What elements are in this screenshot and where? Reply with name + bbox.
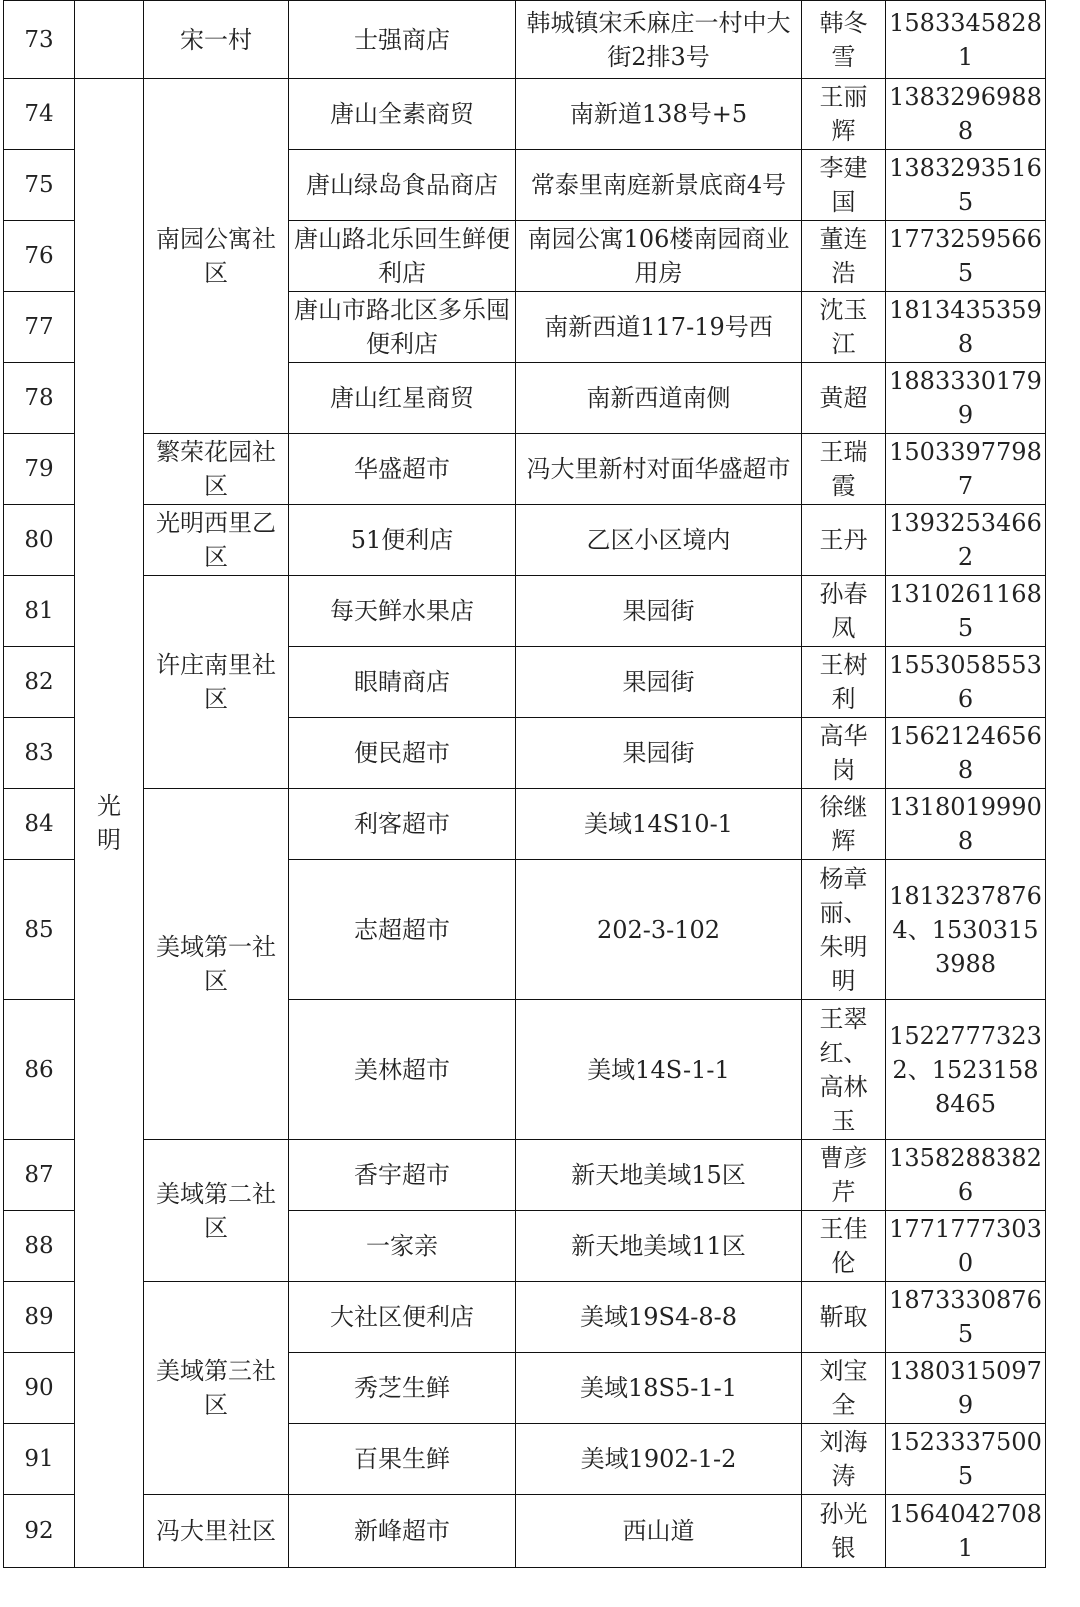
- row-number: 80: [4, 505, 75, 576]
- store-name: 唐山绿岛食品商店: [289, 150, 516, 221]
- store-address: 美域14S10-1: [516, 789, 802, 860]
- contact-person: 李建国: [802, 150, 886, 221]
- store-name: 大社区便利店: [289, 1282, 516, 1353]
- row-number: 74: [4, 79, 75, 150]
- store-address: 果园街: [516, 718, 802, 789]
- row-number: 77: [4, 292, 75, 363]
- store-name: 华盛超市: [289, 434, 516, 505]
- phone-number: 15233375005: [886, 1424, 1046, 1495]
- store-name: 志超超市: [289, 860, 516, 1000]
- store-name: 美林超市: [289, 1000, 516, 1140]
- phone-number: 13102611685: [886, 576, 1046, 647]
- contact-person: 刘海涛: [802, 1424, 886, 1495]
- store-address: 新天地美域15区: [516, 1140, 802, 1211]
- store-address: 美域19S4-8-8: [516, 1282, 802, 1353]
- contact-person: 曹彦芹: [802, 1140, 886, 1211]
- store-name: 一家亲: [289, 1211, 516, 1282]
- store-table: [3, 0, 1046, 1568]
- store-address: 南园公寓106楼南园商业用房: [516, 221, 802, 292]
- phone-number: 13803150979: [886, 1353, 1046, 1424]
- phone-number: 13582883826: [886, 1140, 1046, 1211]
- store-address: 美域1902-1-2: [516, 1424, 802, 1495]
- store-address: 202-3-102: [516, 860, 802, 1000]
- contact-person: 靳取: [802, 1282, 886, 1353]
- phone-number: 13932534662: [886, 505, 1046, 576]
- store-name: 眼睛商店: [289, 647, 516, 718]
- store-name: 秀芝生鲜: [289, 1353, 516, 1424]
- contact-person: 杨章丽、朱明明: [802, 860, 886, 1000]
- district-name: 光明: [97, 792, 121, 854]
- row-number: 85: [4, 860, 75, 1000]
- store-address: 常泰里南庭新景底商4号: [516, 150, 802, 221]
- row-number: 84: [4, 789, 75, 860]
- phone-number: 15640427081: [886, 1495, 1046, 1568]
- store-name: 唐山市路北区多乐囤便利店: [289, 292, 516, 363]
- store-address: 果园街: [516, 647, 802, 718]
- community-cell: 冯大里社区: [144, 1495, 289, 1568]
- table-row: [4, 789, 1046, 860]
- store-name: 香宇超市: [289, 1140, 516, 1211]
- table-row: [4, 434, 1046, 505]
- community-cell: 许庄南里社区: [144, 576, 289, 789]
- store-address: 南新道138号+5: [516, 79, 802, 150]
- store-name: 51便利店: [289, 505, 516, 576]
- phone-number: 18833301799: [886, 363, 1046, 434]
- store-address: 冯大里新村对面华盛超市: [516, 434, 802, 505]
- phone-number: 18733308765: [886, 1282, 1046, 1353]
- district-cell: [75, 79, 144, 1568]
- row-number: 92: [4, 1495, 75, 1568]
- contact-person: 沈玉江: [802, 292, 886, 363]
- community-cell: 光明西里乙区: [144, 505, 289, 576]
- phone-number: 17717773030: [886, 1211, 1046, 1282]
- phone-number: 15833458281: [886, 1, 1046, 79]
- store-address: 果园街: [516, 576, 802, 647]
- table-row: [4, 1140, 1046, 1211]
- row-number: 89: [4, 1282, 75, 1353]
- table-row: [4, 505, 1046, 576]
- store-name: 唐山全素商贸: [289, 79, 516, 150]
- row-number: 78: [4, 363, 75, 434]
- store-address: 西山道: [516, 1495, 802, 1568]
- store-name: 士强商店: [289, 1, 516, 79]
- contact-person: 黄超: [802, 363, 886, 434]
- row-number: 76: [4, 221, 75, 292]
- phone-number: 15621246568: [886, 718, 1046, 789]
- contact-person: 徐继辉: [802, 789, 886, 860]
- community-cell: 宋一村: [144, 1, 289, 79]
- store-address: 美域14S-1-1: [516, 1000, 802, 1140]
- row-number: 79: [4, 434, 75, 505]
- community-cell: 美域第一社区: [144, 789, 289, 1140]
- phone-number: 15033977987: [886, 434, 1046, 505]
- contact-person: 董连浩: [802, 221, 886, 292]
- store-address: 新天地美域11区: [516, 1211, 802, 1282]
- store-name: 每天鲜水果店: [289, 576, 516, 647]
- community-cell: 繁荣花园社区: [144, 434, 289, 505]
- contact-person: 孙光银: [802, 1495, 886, 1568]
- community-cell: 美域第三社区: [144, 1282, 289, 1495]
- table-row: [4, 1495, 1046, 1568]
- row-number: 82: [4, 647, 75, 718]
- store-address: 南新西道南侧: [516, 363, 802, 434]
- district-cell-empty: [75, 1, 144, 79]
- contact-person: 王丽辉: [802, 79, 886, 150]
- phone-number: 13832935165: [886, 150, 1046, 221]
- phone-number: 15530585536: [886, 647, 1046, 718]
- phone-number: 17732595665: [886, 221, 1046, 292]
- row-number: 81: [4, 576, 75, 647]
- store-name: 唐山路北乐回生鲜便利店: [289, 221, 516, 292]
- store-name: 百果生鲜: [289, 1424, 516, 1495]
- table-row: [4, 79, 1046, 150]
- row-number: 88: [4, 1211, 75, 1282]
- phone-number: 13180199908: [886, 789, 1046, 860]
- contact-person: 韩冬雪: [802, 1, 886, 79]
- contact-person: 刘宝全: [802, 1353, 886, 1424]
- store-name: 便民超市: [289, 718, 516, 789]
- store-name: 新峰超市: [289, 1495, 516, 1568]
- table-row: [4, 576, 1046, 647]
- phone-number: 13832969888: [886, 79, 1046, 150]
- contact-person: 王丹: [802, 505, 886, 576]
- store-name: 唐山红星商贸: [289, 363, 516, 434]
- row-number: 91: [4, 1424, 75, 1495]
- phone-number: 15227773232、15231588465: [886, 1000, 1046, 1140]
- contact-person: 王佳伦: [802, 1211, 886, 1282]
- table-row: [4, 1282, 1046, 1353]
- phone-number: 18134353598: [886, 292, 1046, 363]
- row-number: 73: [4, 1, 75, 79]
- store-address: 美域18S5-1-1: [516, 1353, 802, 1424]
- row-number: 87: [4, 1140, 75, 1211]
- store-address: 乙区小区境内: [516, 505, 802, 576]
- phone-number: 18132378764、15303153988: [886, 860, 1046, 1000]
- row-number: 75: [4, 150, 75, 221]
- store-address: 南新西道117-19号西: [516, 292, 802, 363]
- store-name: 利客超市: [289, 789, 516, 860]
- row-number: 90: [4, 1353, 75, 1424]
- community-cell: 南园公寓社区: [144, 79, 289, 434]
- contact-person: 王瑞霞: [802, 434, 886, 505]
- row-number: 83: [4, 718, 75, 789]
- contact-person: 孙春凤: [802, 576, 886, 647]
- contact-person: 高华岗: [802, 718, 886, 789]
- community-cell: 美域第二社区: [144, 1140, 289, 1282]
- table-row: [4, 1, 1046, 79]
- contact-person: 王树利: [802, 647, 886, 718]
- contact-person: 王翠红、高林玉: [802, 1000, 886, 1140]
- store-address: 韩城镇宋禾麻庄一村中大街2排3号: [516, 1, 802, 79]
- row-number: 86: [4, 1000, 75, 1140]
